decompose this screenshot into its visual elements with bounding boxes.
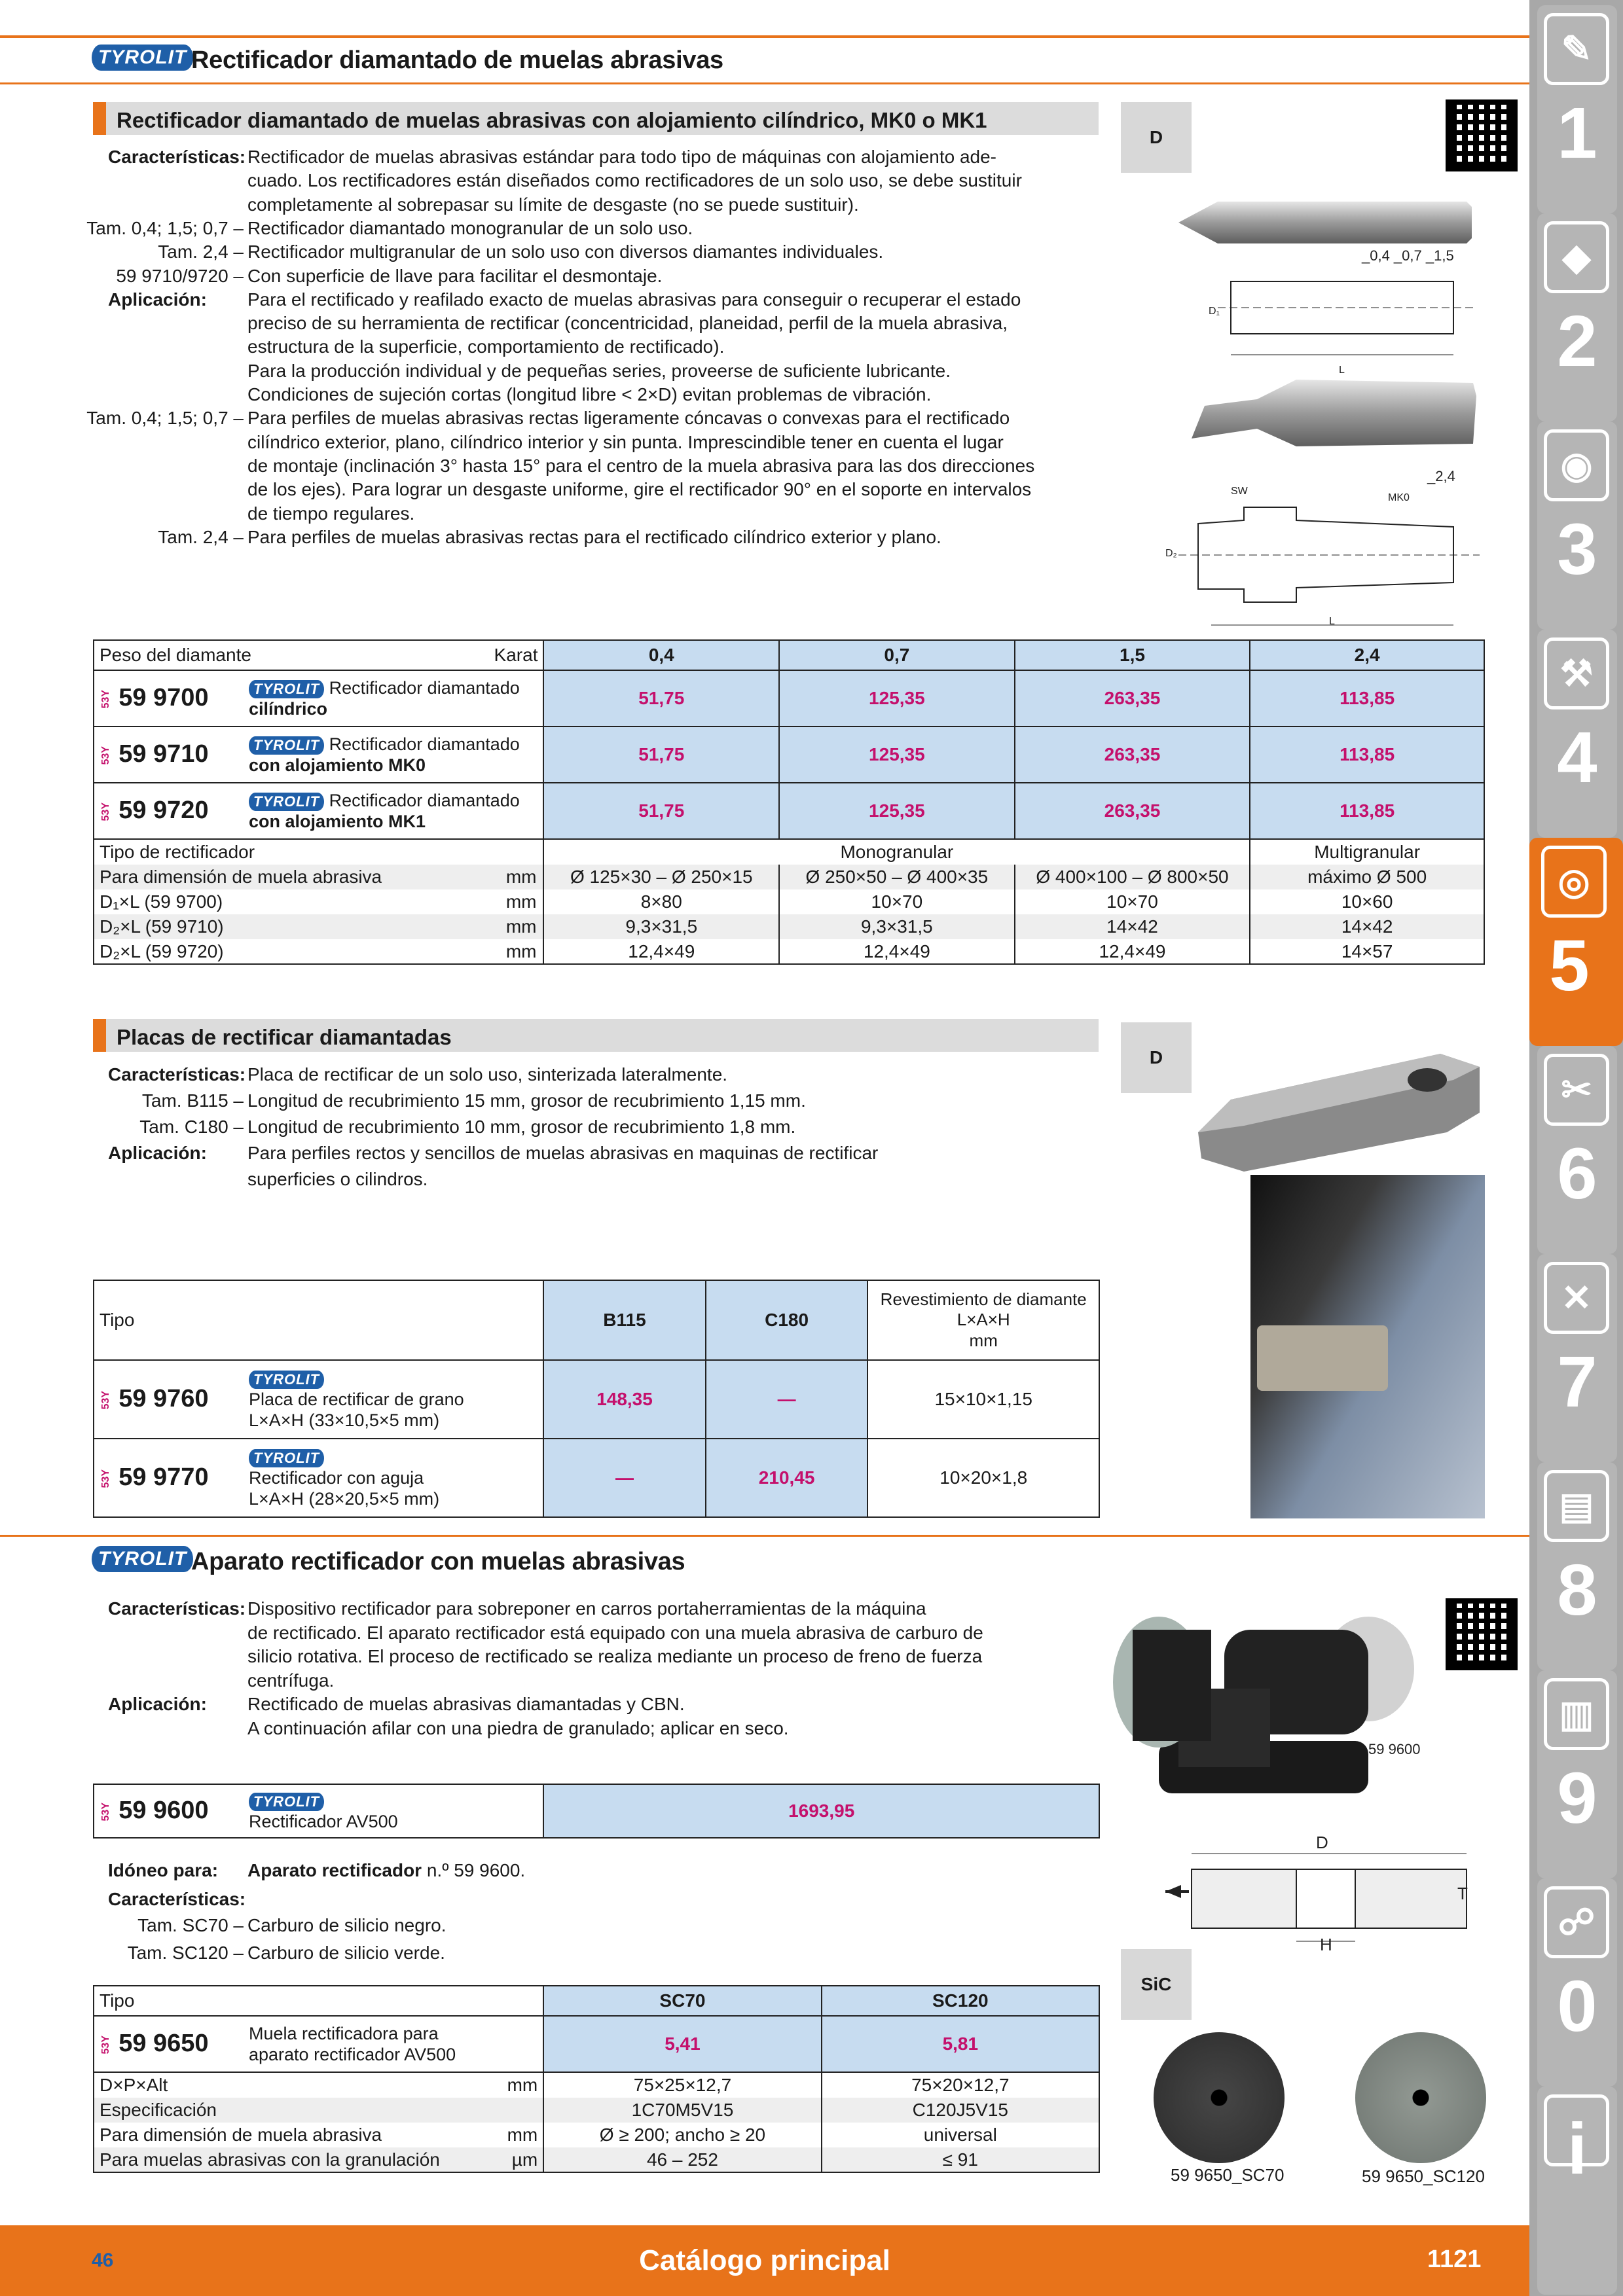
sidebar-tab-number: 6 bbox=[1557, 1134, 1597, 1214]
row-label: Tam. C180 – bbox=[139, 1117, 244, 1137]
row-text: completamente al sobrepasar su límite de desgaste (no se puede sustituir). bbox=[247, 194, 859, 215]
dimension-cell: 15×10×1,15 bbox=[867, 1360, 1099, 1439]
spec-label: D₂×L (59 9720) mm bbox=[94, 939, 543, 965]
row-label: Características: bbox=[108, 1064, 246, 1085]
price-cell: 263,35 bbox=[1015, 670, 1250, 726]
wheel-cross-section-diagram bbox=[1165, 1826, 1493, 1957]
price-cell: 113,85 bbox=[1250, 670, 1484, 726]
title-rule bbox=[0, 82, 1529, 84]
product-row-59-9600[interactable]: 53Y 59 9600 TYROLIT Rectificador AV500 1693,95 bbox=[94, 1784, 1099, 1838]
grinding-photo bbox=[1250, 1175, 1485, 1518]
row-label: Aplicación: bbox=[108, 1143, 207, 1163]
row-text: Rectificado de muelas abrasivas diamantadas y CBN. bbox=[247, 1694, 685, 1714]
row-label: Aplicación: bbox=[108, 1694, 207, 1714]
size-label: Tam. SC120 – bbox=[127, 1943, 244, 1963]
size-label: Tam. SC70 – bbox=[137, 1915, 244, 1935]
product-row-59-9700[interactable]: 53Y 59 9700 TYROLIT Rectificador diamantado cilíndrico 51,75 125,35 263,35 113,85 bbox=[94, 670, 1484, 726]
price-cell: 51,75 bbox=[543, 726, 779, 783]
coating-header: Revestimiento de diamante L×A×H mm bbox=[867, 1280, 1099, 1360]
col-1-5: 1,5 bbox=[1015, 640, 1250, 670]
article-number: 59 9600 bbox=[119, 1797, 209, 1825]
row-text: Longitud de recubrimiento 15 mm, grosor de recubrimiento 1,15 mm. bbox=[247, 1090, 806, 1111]
type-label: Tipo de rectificador bbox=[94, 839, 543, 865]
category-6-icon: ✂ bbox=[1544, 1054, 1609, 1126]
price-cell: 125,35 bbox=[779, 726, 1015, 783]
sidebar-tab-i[interactable] bbox=[1537, 2087, 1617, 2295]
size-text: Carburo de silicio negro. bbox=[247, 1915, 447, 1935]
col-2-4: 2,4 bbox=[1250, 640, 1484, 670]
wheel-sc120-label: 59 9650_SC120 bbox=[1362, 2166, 1485, 2186]
sidebar-tab-0[interactable] bbox=[1537, 1878, 1617, 2087]
section3-title: Aparato rectificador con muelas abrasivas bbox=[191, 1548, 685, 1575]
sw-label: SW bbox=[1231, 486, 1248, 497]
section3-rule bbox=[0, 1535, 1529, 1537]
suitable-label: Idóneo para: bbox=[108, 1860, 219, 1880]
row-text: de rectificado. El aparato rectificador está equipado con una muela abrasiva de carburo de bbox=[247, 1622, 983, 1643]
col-b115: B115 bbox=[543, 1280, 706, 1360]
row-text: Para perfiles rectos y sencillos de muelas abrasivas en maquinas de rectificar bbox=[247, 1143, 879, 1163]
tyrolit-logo: TYROLIT bbox=[249, 1449, 324, 1467]
row-text: preciso de su herramienta de rectificar (concentricidad, planeidad, perfil de la muela abrasiva, bbox=[247, 313, 1008, 334]
price-cell: 148,35 bbox=[543, 1360, 706, 1439]
article-number: 59 9700 bbox=[119, 684, 209, 712]
category-4-icon: ⚒ bbox=[1544, 637, 1609, 709]
sidebar-tab-number: 9 bbox=[1557, 1758, 1597, 1839]
price-cell: 1693,95 bbox=[543, 1784, 1099, 1838]
article-number: 59 9650 bbox=[119, 2030, 209, 2058]
brand-logo: TYROLIT bbox=[92, 45, 193, 71]
row-text: cuado. Los rectificadores están diseñados como rectificadores de un solo uso, se debe sustituir bbox=[247, 170, 1022, 191]
wheel-sc120-image bbox=[1355, 2032, 1486, 2163]
article-number: 59 9770 bbox=[119, 1463, 209, 1492]
sidebar-tab-8[interactable] bbox=[1537, 1462, 1617, 1670]
sidebar-tab-number: i bbox=[1567, 2109, 1588, 2189]
tyrolit-logo: TYROLIT bbox=[249, 680, 324, 698]
footer-bar bbox=[0, 2225, 1529, 2296]
sidebar-tab-9[interactable] bbox=[1537, 1670, 1617, 1878]
category-3-icon: ◉ bbox=[1544, 429, 1609, 501]
dresser-price-table: Peso del diamante Karat 0,4 0,7 1,5 2,4 53Y 59 9700 TYROLIT Rectificador diamantado cilíndrico 51,75 125,35 263,35 113,85 53Y 59 9710 TYROLIT Rectificador diamantado con alojamiento MK0 51,75 125,35 263,35 113,85 53Y 59 9720 TYROLIT Rectificador diamantado con alojamiento MK1 51,75 125,35 263,35 113,85 Tipo de rectificador Monogranular Multigranular Para dimensión de muela abrasiva mm Ø 125×30 – Ø 250×15 Ø 250×50 – Ø 400×35 Ø 400×100 – Ø 800×50 máximo Ø 500 D₁×L (59 9700) mm 8×80 10×70 10×70 10×60 D₂×L (59 9710) mm 9,3×31,5 9,3×31,5 14×42 14×42 D₂×L (59 9720) mm 12,4×49 12,4×49 12,4×49 14×57 bbox=[93, 639, 1485, 965]
sidebar-tab-2[interactable] bbox=[1537, 213, 1617, 422]
tyrolit-logo: TYROLIT bbox=[249, 736, 324, 755]
section2-band bbox=[93, 1019, 1099, 1052]
price-cell: 5,41 bbox=[543, 2016, 821, 2072]
row-text: Rectificador de muelas abrasivas estándar para todo tipo de máquinas con alojamiento ade- bbox=[247, 147, 997, 167]
multigranular-label: Multigranular bbox=[1250, 839, 1484, 865]
row-text: centrífuga. bbox=[247, 1670, 335, 1691]
spec-label: D₂×L (59 9710) mm bbox=[94, 914, 543, 939]
row-text: Condiciones de sujeción cortas (longitud libre < 2×D) evitan problemas de vibración. bbox=[247, 384, 932, 404]
col-sc120: SC120 bbox=[822, 1986, 1099, 2016]
row-text: Para el rectificado y reafilado exacto de muelas abrasivas para conseguir o recuperar el estado bbox=[247, 289, 1021, 310]
col-c180: C180 bbox=[706, 1280, 868, 1360]
article-number: 59 9710 bbox=[119, 740, 209, 768]
catalog-title: Catálogo principal bbox=[639, 2244, 890, 2276]
page-number-left: 46 bbox=[92, 2250, 114, 2271]
price-cell: 51,75 bbox=[543, 670, 779, 726]
sidebar-tab-1[interactable] bbox=[1537, 5, 1617, 213]
row-label: Tam. 2,4 – bbox=[158, 526, 244, 547]
sidebar-tab-number: 0 bbox=[1557, 1966, 1597, 2047]
qr-code-icon[interactable] bbox=[1446, 99, 1518, 171]
sizes2-label: _2,4 bbox=[1427, 468, 1455, 484]
price-cell: 263,35 bbox=[1015, 726, 1250, 783]
tyrolit-logo: TYROLIT bbox=[249, 1793, 324, 1811]
wheel-sc70-image bbox=[1154, 2032, 1285, 2163]
size-text: Carburo de silicio verde. bbox=[247, 1943, 445, 1963]
row-text: Dispositivo rectificador para sobreponer en carros portaherramientas de la máquina bbox=[247, 1598, 926, 1619]
row-text: Con superficie de llave para facilitar el desmontaje. bbox=[247, 265, 663, 286]
category-9-icon: ▥ bbox=[1544, 1678, 1609, 1750]
product-row-59-9650[interactable]: 53Y 59 9650 Muela rectificadora para aparato rectificador AV500 5,41 5,81 bbox=[94, 2016, 1099, 2072]
article-number: 59 9760 bbox=[119, 1385, 209, 1413]
d-label-box: D bbox=[1121, 102, 1192, 173]
row-text: de montaje (inclinación 3° hasta 15° para el centro de la muela abrasiva para las dos direcciones bbox=[247, 455, 1035, 476]
top-rule bbox=[0, 35, 1529, 38]
price-cell: 5,81 bbox=[822, 2016, 1099, 2072]
row-text: Para perfiles de muelas abrasivas rectas para el rectificado cilíndrico exterior y plano. bbox=[247, 526, 941, 547]
mk0-label: MK0 bbox=[1388, 492, 1410, 503]
sidebar-tab-number: 3 bbox=[1557, 509, 1597, 590]
d1-dim-label: D₁ bbox=[1209, 306, 1220, 317]
section1-title: Rectificador diamantado de muelas abrasivas con alojamiento cilíndrico, MK0 o MK1 bbox=[117, 108, 987, 132]
d2-dim-label: D₂ bbox=[1165, 548, 1177, 559]
section2-title: Placas de rectificar diamantadas bbox=[117, 1025, 452, 1049]
article-number: 59 9720 bbox=[119, 797, 209, 825]
category-7-icon: ✕ bbox=[1544, 1262, 1609, 1334]
h-label: H bbox=[1320, 1935, 1332, 1954]
row-label: Aplicación: bbox=[108, 289, 207, 310]
diamond-weight-header: Peso del diamante Karat bbox=[94, 640, 543, 670]
type-header: Tipo bbox=[94, 1986, 543, 2016]
tyrolit-logo: TYROLIT bbox=[249, 1371, 324, 1389]
diamond-dresser-drawings bbox=[1165, 183, 1493, 641]
page-number: 1121 bbox=[1427, 2246, 1482, 2273]
sizes1-label: _0,4 _0,7 _1,5 bbox=[1362, 247, 1454, 264]
l-dim-label: L bbox=[1339, 365, 1345, 376]
sidebar-tab-number: 7 bbox=[1557, 1342, 1597, 1422]
row-text: Rectificador multigranular de un solo uso con diversos diamantes individuales. bbox=[247, 242, 884, 262]
product-row-59-9770[interactable]: 53Y 59 9770 TYROLIT Rectificador con aguja L×A×H (28×20,5×5 mm) — 210,45 10×20×1,8 bbox=[94, 1439, 1099, 1517]
sidebar-tab-number: 1 bbox=[1557, 93, 1597, 173]
l2-dim-label: L bbox=[1329, 616, 1335, 627]
d-label-box-2: D bbox=[1121, 1022, 1192, 1093]
category-8-icon: ▤ bbox=[1544, 1470, 1609, 1542]
price-cell: 113,85 bbox=[1250, 726, 1484, 783]
row-text: de los ejes). Para lograr un desgaste uniforme, gire el rectificador 90° en el soporte en intervalos bbox=[247, 479, 1032, 500]
device-price-table bbox=[93, 1784, 1100, 1839]
sidebar-tab-number: 2 bbox=[1557, 301, 1597, 382]
price-cell: 125,35 bbox=[779, 670, 1015, 726]
sidebar-tab-5[interactable] bbox=[1529, 838, 1623, 1046]
sic-label-box: SiC bbox=[1121, 1949, 1192, 2020]
price-cell: 263,35 bbox=[1015, 783, 1250, 839]
price-cell: 51,75 bbox=[543, 783, 779, 839]
product-row-59-9720[interactable]: 53Y 59 9720 TYROLIT Rectificador diamantado con alojamiento MK1 51,75 125,35 263,35 113,85 bbox=[94, 783, 1484, 839]
sidebar-tab-6[interactable] bbox=[1537, 1046, 1617, 1254]
tyrolit-logo: TYROLIT bbox=[249, 793, 324, 811]
row-text: Rectificador diamantado monogranular de un solo uso. bbox=[247, 217, 693, 238]
page-title: Rectificador diamantado de muelas abrasivas bbox=[191, 46, 723, 74]
row-text: Placa de rectificar de un solo uso, sinterizada lateralmente. bbox=[247, 1064, 728, 1085]
row-label: Características: bbox=[108, 1598, 246, 1619]
diamond-plate-image bbox=[1192, 1041, 1486, 1178]
section1-band bbox=[93, 102, 1099, 135]
product-row-59-9710[interactable]: 53Y 59 9710 TYROLIT Rectificador diamantado con alojamiento MK0 51,75 125,35 263,35 113,85 bbox=[94, 726, 1484, 783]
row-text: cilíndrico exterior, plano, cilíndrico interior y sin punta. Imprescindible tener en cuenta el lugar bbox=[247, 431, 1004, 452]
caract-label: Características: bbox=[108, 1889, 246, 1909]
sidebar-tab-3[interactable] bbox=[1537, 422, 1617, 630]
category-1-icon: ✎ bbox=[1544, 13, 1609, 85]
dresser-holder bbox=[1257, 1325, 1388, 1391]
spec-label: Para dimensión de muela abrasiva mm bbox=[94, 865, 543, 889]
price-cell: — bbox=[706, 1360, 868, 1439]
sidebar-tab-number: 5 bbox=[1549, 925, 1590, 1006]
row-label: Características: bbox=[108, 147, 246, 167]
qr-code-icon-2[interactable] bbox=[1446, 1598, 1518, 1670]
device-label: 59 9600 bbox=[1368, 1741, 1421, 1757]
product-row-59-9760[interactable]: 53Y 59 9760 TYROLIT Placa de rectificar de grano L×A×H (33×10,5×5 mm) 148,35 — 15×10×1,15 bbox=[94, 1360, 1099, 1439]
category-2-icon: ◆ bbox=[1544, 221, 1609, 293]
grinding-device-image bbox=[1093, 1590, 1434, 1833]
row-text: A continuación afilar con una piedra de granulado; aplicar en seco. bbox=[247, 1717, 789, 1738]
col-sc70: SC70 bbox=[543, 1986, 821, 2016]
row-text: superficies o cilindros. bbox=[247, 1169, 428, 1189]
row-label: Tam. 0,4; 1,5; 0,7 – bbox=[86, 217, 244, 238]
sidebar-tab-7[interactable] bbox=[1537, 1254, 1617, 1462]
category-10-icon: ☍ bbox=[1544, 1886, 1609, 1958]
type-header: Tipo bbox=[94, 1280, 543, 1360]
brand-logo-2: TYROLIT bbox=[92, 1546, 193, 1572]
wheel-price-table: Tipo SC70 SC120 53Y 59 9650 Muela rectificadora para aparato rectificador AV500 5,41 5,81 D×P×Alt mm 75×25×12,7 75×20×12,7 Especificación 1C70M5V15 C120J5V15 Para dimensión de muela abrasiva mm Ø ≥ 200; ancho ≥ 20 universal Para muelas abrasivas con la granulación µm 46 – 252 ≤ 91 bbox=[93, 1985, 1100, 2173]
dimension-cell: 10×20×1,8 bbox=[867, 1439, 1099, 1517]
col-0-7: 0,7 bbox=[779, 640, 1015, 670]
sidebar-tab-number: 4 bbox=[1557, 717, 1597, 798]
wheel-sc70-label: 59 9650_SC70 bbox=[1171, 2165, 1285, 2185]
row-label: Tam. 0,4; 1,5; 0,7 – bbox=[86, 408, 244, 429]
t-label: T bbox=[1457, 1884, 1468, 1903]
d-label: D bbox=[1316, 1833, 1328, 1852]
row-text: Longitud de recubrimiento 10 mm, grosor de recubrimiento 1,8 mm. bbox=[247, 1117, 796, 1137]
price-cell: 210,45 bbox=[706, 1439, 868, 1517]
row-label: Tam. 2,4 – bbox=[158, 242, 244, 262]
row-text: silicio rotativa. El proceso de rectificado se realiza mediante un proceso de freno de fuerza bbox=[247, 1646, 983, 1666]
row-text: Para perfiles de muelas abrasivas rectas ligeramente cóncavas o convexas para el rectificado bbox=[247, 408, 1010, 429]
row-text: estructura de la superficie, comportamiento de rectificado). bbox=[247, 336, 725, 357]
mk-dresser-image bbox=[1192, 380, 1476, 446]
plate-price-table bbox=[93, 1280, 1100, 1518]
row-label: Tam. B115 – bbox=[141, 1090, 244, 1111]
col-0-4: 0,4 bbox=[543, 640, 779, 670]
sidebar-tab-number: 8 bbox=[1557, 1550, 1597, 1630]
monogranular-label: Monogranular bbox=[543, 839, 1250, 865]
row-label: 59 9710/9720 – bbox=[116, 265, 244, 286]
category-5-icon: ◎ bbox=[1541, 846, 1607, 918]
row-text: Para la producción individual y de pequeñas series, proveerse de suficiente lubricante. bbox=[247, 360, 951, 381]
spec-label: D₁×L (59 9700) mm bbox=[94, 889, 543, 914]
cylindrical-dresser-image bbox=[1178, 202, 1472, 243]
suitable-text: Aparato rectificador n.º 59 9600. bbox=[247, 1860, 526, 1880]
price-cell: 125,35 bbox=[779, 783, 1015, 839]
sidebar-tab-4[interactable] bbox=[1537, 630, 1617, 838]
row-text: de tiempo regulares. bbox=[247, 503, 415, 524]
price-cell: 113,85 bbox=[1250, 783, 1484, 839]
price-cell: — bbox=[543, 1439, 706, 1517]
